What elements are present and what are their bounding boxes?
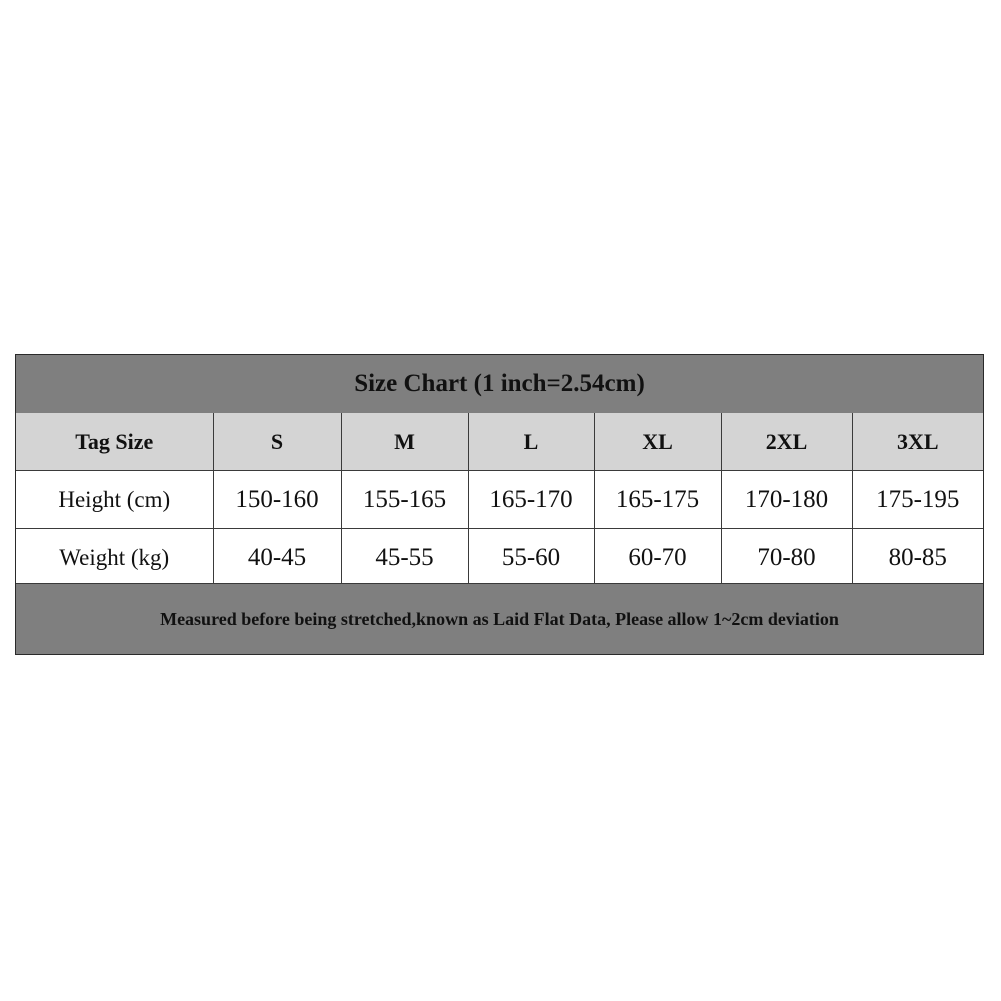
table-cell: 55-60: [468, 529, 594, 587]
table-cell: 175-195: [852, 471, 983, 529]
row-label-weight: Weight (kg): [16, 529, 213, 587]
table-cell: 40-45: [213, 529, 341, 587]
header-cell-xl: XL: [594, 413, 721, 471]
size-table: [16, 413, 983, 587]
table-cell: 165-175: [594, 471, 721, 529]
table-cell: 170-180: [721, 471, 852, 529]
table-row: [16, 529, 983, 587]
header-cell-s: S: [213, 413, 341, 471]
table-cell: 165-170: [468, 471, 594, 529]
measurement-note: Measured before being stretched,known as Laid Flat Data, Please allow 1~2cm deviation: [160, 608, 839, 629]
table-cell: 80-85: [852, 529, 983, 587]
table-cell: 155-165: [341, 471, 468, 529]
size-chart: [15, 354, 984, 655]
table-row: [16, 471, 983, 529]
row-label-height: Height (cm): [16, 471, 213, 529]
chart-title: Size Chart (1 inch=2.54cm): [354, 370, 645, 397]
header-cell-3xl: 3XL: [852, 413, 983, 471]
header-cell-2xl: 2XL: [721, 413, 852, 471]
header-cell-l: L: [468, 413, 594, 471]
table-cell: 70-80: [721, 529, 852, 587]
title-band: [16, 355, 983, 413]
note-band: [16, 583, 983, 654]
header-cell-tag-size: Tag Size: [16, 413, 213, 471]
header-row: [16, 413, 983, 471]
table-cell: 45-55: [341, 529, 468, 587]
table-cell: 60-70: [594, 529, 721, 587]
table-cell: 150-160: [213, 471, 341, 529]
header-cell-m: M: [341, 413, 468, 471]
